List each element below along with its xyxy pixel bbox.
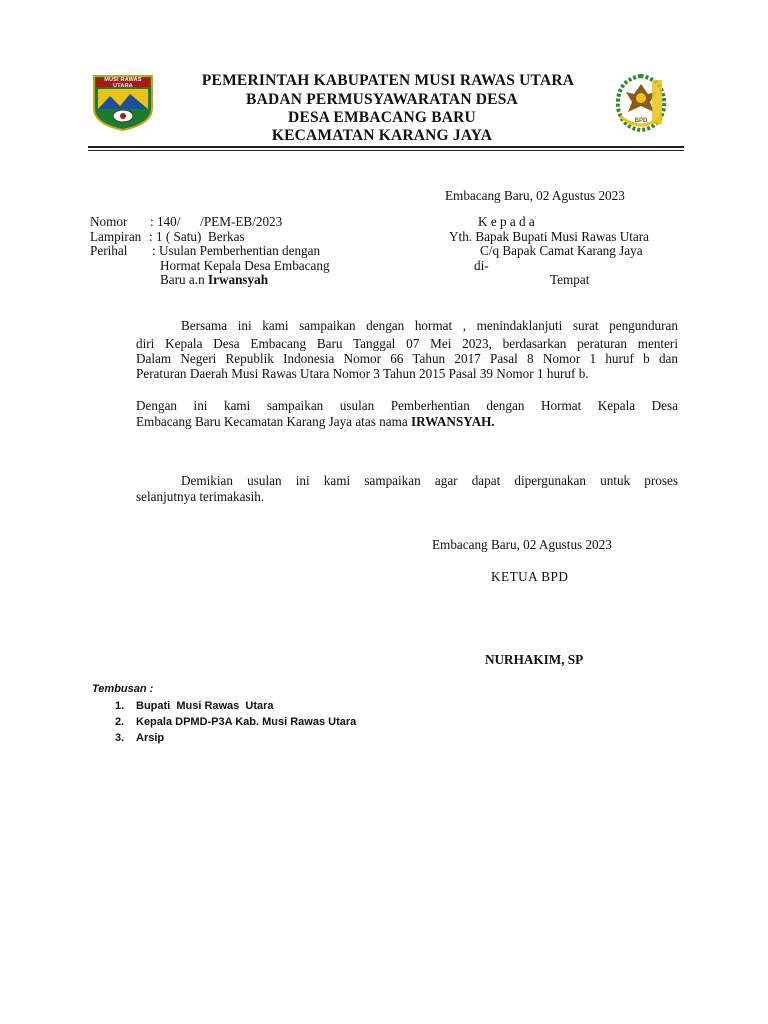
signature-title: KETUA BPD [491, 569, 569, 584]
p3-line-1: Demikian usulan ini kami sampaikan agar dapat dipergunakan untuk proses [181, 473, 678, 488]
lampiran-label: Lampiran [90, 229, 142, 244]
p1-line-2: diri Kepala Desa Embacang Baru Tanggal 07 Mei 2023, berdasarkan peraturan menteri [136, 336, 678, 351]
perihal-line-2: Hormat Kepala Desa Embacang [160, 258, 330, 273]
recipient-line-2: C/q Bapak Camat Karang Jaya [480, 243, 643, 258]
tembusan-num: 1. [115, 700, 125, 712]
p2-line-2 [136, 414, 495, 430]
signature-name: NURHAKIM, SP [485, 652, 584, 667]
header-line-4: KECAMATAN KARANG JAYA [271, 127, 493, 144]
kepada: K e p a d a [478, 214, 535, 229]
recipient-line-1: Yth. Bapak Bupati Musi Rawas Utara [449, 229, 649, 244]
letter-date: Embacang Baru, 02 Agustus 2023 [445, 188, 625, 203]
header-rule-thin [88, 150, 684, 151]
header-rule-thick [88, 146, 684, 148]
tembusan-num: 2. [115, 716, 125, 728]
p2-line-1: Dengan ini kami sampaikan usulan Pemberhentian dengan Hormat Kepala Desa [136, 398, 678, 413]
perihal-prefix: Baru a.n [160, 272, 208, 287]
perihal-line-3 [160, 272, 268, 288]
logo-left-text: MUSI RAWAS UTARA [104, 77, 142, 89]
tembusan-text: Arsip [136, 732, 165, 744]
signature-date: Embacang Baru, 02 Agustus 2023 [432, 537, 612, 552]
p1-line-3: Dalam Negeri Republik Indonesia Nomor 66 Tahun 2017 Pasal 8 Nomor 1 huruf b dan [136, 351, 678, 366]
perihal-line-1: : Usulan Pemberhentian dengan [152, 243, 321, 258]
p2-name: IRWANSYAH. [410, 414, 495, 429]
tembusan-label: Tembusan : [92, 683, 154, 695]
nomor-label: Nomor [90, 214, 128, 229]
nomor-value: : 140/ /PEM-EB/2023 [150, 214, 283, 229]
recipient-line-4: Tempat [550, 272, 590, 287]
logo-right-text: BPD [634, 118, 648, 124]
tembusan-text: Bupati Musi Rawas Utara [136, 700, 274, 712]
p2-prefix: Embacang Baru Kecamatan Karang Jaya atas nama [136, 414, 411, 429]
recipient-line-3: di- [474, 258, 489, 273]
lampiran-value: : 1 ( Satu) Berkas [149, 229, 245, 244]
perihal-label: Perihal [90, 243, 128, 258]
header-line-3: DESA EMBACANG BARU [288, 109, 476, 126]
perihal-name: Irwansyah [207, 272, 269, 287]
p3-line-2: selanjutnya terimakasih. [136, 489, 265, 504]
header-line-2: BADAN PERMUSYAWARATAN DESA [246, 91, 518, 108]
p1-line-4: Peraturan Daerah Musi Rawas Utara Nomor 3 Tahun 2015 Pasal 39 Nomor 1 huruf b. [136, 366, 589, 381]
header-line-1: PEMERINTAH KABUPATEN MUSI RAWAS UTARA [201, 72, 575, 89]
tembusan-num: 3. [115, 732, 125, 744]
p1-line-1: Bersama ini kami sampaikan dengan hormat , menindaklanjuti surat pengunduran [181, 318, 678, 333]
tembusan-text: Kepala DPMD-P3A Kab. Musi Rawas Utara [136, 716, 357, 728]
